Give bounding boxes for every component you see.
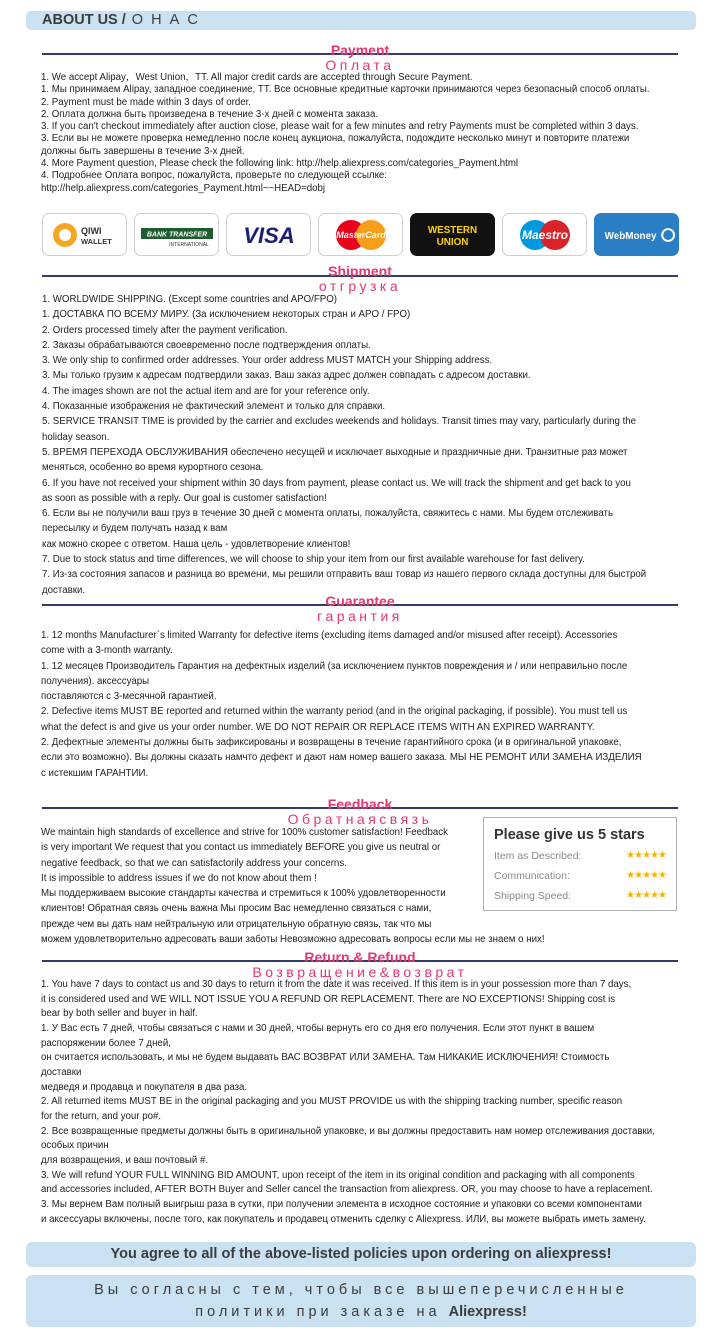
text-line: and accessories included, AFTER BOTH Buyer and Seller cancel the transaction from aliexpress. OR, you may choose to have a replacement.: [41, 1184, 653, 1196]
text-line: what the defect is and give us your order number. WE DO NOT REPAIR OR REPLACE ITEMS WITH AN EXPIRED WARRANTY.: [41, 721, 595, 733]
svg-text:QIWI: QIWI: [80, 225, 101, 236]
shipment-heading: [40, 264, 680, 293]
text-line: 2. Defective items MUST BE reported and returned within the warranty period (and in the original packaging, if possible). You must tell us: [41, 706, 628, 718]
text-line: 2. Orders processed timely after the payment verification.: [42, 324, 288, 336]
text-line: клиентов! Обратная связь очень важна Мы просим Вас немедленно связаться с нами,: [41, 903, 432, 915]
text-line: медведя и продавца и покупателя в два раза.: [41, 1081, 248, 1093]
text-line: holiday season.: [42, 431, 110, 443]
text-line: 2. Оплата должна быть произведена в течение 3-х дней с момента заказа.: [41, 108, 379, 120]
text-line: он считается использовать, и мы не будем выдавать ВАС ВОЗВРАТ ИЛИ ЗАМЕНА. Там НИКАКИЕ ИСКЛЮЧЕНИЯ! Стоимость: [41, 1052, 610, 1064]
rating-row: [494, 867, 666, 884]
text-line: 2. Заказы обрабатываются своевременно после подтверждения оплаты.: [42, 339, 371, 351]
text-line: 5. ВРЕМЯ ПЕРЕХОДА ОБСЛУЖИВАНИЯ обеспечено несущей и исключает выходные и праздничные дни. Транзитные раз может: [42, 446, 628, 458]
return-heading: [40, 950, 680, 979]
about-us-label: ABOUT US /: [42, 12, 126, 28]
webmoney-logo: [594, 213, 679, 256]
svg-text:WALLET: WALLET: [80, 236, 112, 246]
payment-title-ru: Оплата: [325, 57, 395, 73]
return-text: [41, 978, 655, 1227]
agree-ru-line-2: [26, 1301, 696, 1323]
rating-label: Shipping Speed:: [494, 889, 572, 902]
shipment-text: [42, 292, 646, 598]
star-rating-icon: ★★★★★: [626, 850, 666, 861]
text-line: 3. Если вы не можете проверка немедленно после конец аукциона, пожалуйста, подождите несколько минут и повторите платежи: [41, 133, 630, 145]
about-us-bar: [26, 11, 696, 30]
feedback-title: Feedback: [327, 796, 393, 812]
text-line: меняться, особенно во время курортного сезона.: [42, 462, 264, 474]
text-line: пересылку и будем получать назад к вам: [42, 523, 228, 535]
text-line: прежде чем вы дать нам нейтральную или отрицательную обратную связь, так что мы: [41, 918, 432, 930]
text-line: и аксессуары включены, после того, как покупатель и продавец отменить сделку с Aliexpress. ИЛИ, вы можете выбрать иметь замену.: [41, 1213, 646, 1225]
text-line: 4. The images shown are not the actual item and are for your reference only.: [42, 385, 370, 397]
text-line: for the return, and your po#.: [41, 1110, 162, 1122]
text-line: Мы поддерживаем высокие стандарты качества и стремиться к 100% удовлетворенности: [41, 888, 446, 900]
text-line: 2. All returned items MUST BE in the original packaging and you MUST PROVIDE us with the shipping tracking number, specific reason: [41, 1096, 623, 1108]
text-line: особых причин: [41, 1140, 109, 1152]
text-line: 1. You have 7 days to contact us and 30 days to return it from the date it was received. If this item is in your possession more than 7 days,: [41, 979, 632, 990]
text-line: 3. If you can't checkout immediately after auction close, please wait for a few minutes and retry Payments must be completed within 3 days.: [41, 121, 639, 133]
agree-ru-line-1: Вы согласны с тем, чтобы все вышеперечисленные: [94, 1282, 628, 1298]
svg-text:WebMoney: WebMoney: [604, 230, 657, 242]
text-line: с истекшим ГАРАНТИИ.: [41, 767, 149, 779]
payment-text: [41, 72, 650, 195]
qiwi-wallet-logo: [42, 213, 127, 256]
text-line: It is impossible to address issues if we do not know about them !: [41, 872, 317, 884]
star-rating-icon: ★★★★★: [626, 890, 666, 901]
payment-logos: [42, 213, 678, 257]
svg-text:Maestro: Maestro: [521, 227, 568, 242]
text-line: 1. 12 months Manufacturer`s limited Warranty for defective items (excluding items damaged and/or misused after receipt). Accessories: [41, 630, 618, 641]
text-line: 1. ДОСТАВКА ПО ВСЕМУ МИРУ. (За исключением некоторых стран и APO / FPO): [42, 309, 411, 321]
text-line: 1. Мы принимаем Alipay, западное соединение, TT. Все основные кредитные карточки принимаются через безопасный способ оплаты.: [41, 84, 650, 96]
text-line: 4. More Payment question, Please check the following link: http://help.aliexpress.com/categories_Payment.html: [41, 158, 519, 170]
text-line: We maintain high standards of excellence and strive for 100% customer satisfaction! Feedback: [41, 827, 448, 838]
aliexpress-brand: Aliexpress!: [448, 1304, 527, 1320]
guarantee-title-ru: гарантия: [317, 608, 403, 624]
text-line: 2. Дефектные элементы должны быть зафиксированы и возвращены в течение гарантийного срока (и в оригинальной упаковке,: [41, 737, 622, 749]
text-line: come with a 3-month warranty.: [41, 645, 173, 657]
svg-text:BANK TRANSFER: BANK TRANSFER: [146, 231, 207, 238]
svg-text:INTERNATIONAL: INTERNATIONAL: [168, 241, 209, 248]
text-line: 7. Из-за состояния запасов и разница во времени, мы решили отправить ваш товар из нашего первого склада доступны для быстрой: [42, 569, 647, 581]
shipment-title: Shipment: [328, 263, 392, 279]
text-line: 4. Подробнее Оплата вопрос, пожалуйста, проверьте по следующей ссылке:: [41, 170, 388, 182]
text-line: 1. У Вас есть 7 дней, чтобы связаться с нами и 30 дней, чтобы вернуть его со дня его получения. Если этот пункт в вашем: [41, 1022, 595, 1034]
text-line: распоряжении более 7 дней,: [41, 1037, 171, 1049]
text-line: 1. 12 месяцев Производитель Гарантия на дефектных изделий (за исключением пунктов повреждения и / или неправильно после: [41, 660, 628, 672]
agree-ru-line-2-text: политики при заказе на: [195, 1304, 449, 1320]
text-line: можем удовлетворительно адресовать ваши заботы Невозможно адресовать вопросы если мы не знаем о них!: [41, 934, 545, 946]
text-line: 3. We will refund YOUR FULL WINNING BID AMOUNT, upon receipt of the item in its original condition and packaging with all components: [41, 1169, 635, 1181]
payment-heading: [40, 43, 680, 72]
shipment-title-ru: отгрузка: [318, 278, 402, 294]
text-line: as soon as possible with a reply. Our goal is customer satisfaction!: [42, 492, 327, 504]
text-line: 7. Due to stock status and time differences, we will choose to ship your item from our first available warehouse for fast delivery.: [42, 554, 585, 566]
five-stars-title: Please give us 5 stars: [494, 827, 645, 843]
text-line: 1. We accept Alipay，West Union，TT. All major credit cards are accepted through Secure Payment.: [41, 72, 473, 83]
svg-text:MasterCard: MasterCard: [335, 229, 386, 240]
guarantee-text: [41, 628, 642, 781]
visa-logo: [226, 213, 311, 256]
svg-text:VISA: VISA: [242, 222, 295, 248]
text-line: 6. If you have not received your shipment within 30 days from payment, please contact us. We will track the shipment and get back to you: [42, 477, 631, 489]
text-line: доставки: [41, 1066, 82, 1078]
mastercard-logo: [318, 213, 403, 256]
text-line: 3. Мы вернем Вам полный выигрыш раза в сутки, при получении элемента в исходное состояние и упаковки со всеми компонентами: [41, 1198, 642, 1210]
guarantee-title: Guarantee: [325, 593, 395, 609]
return-title: Return & Refund: [304, 949, 416, 965]
rating-label: Item as Described:: [494, 849, 582, 862]
five-stars-box: [483, 817, 677, 911]
text-line: 3. Мы только грузим к адресам подтвердили заказ. Ваш заказ адрес должен совпадать с адресом доставки.: [42, 370, 531, 382]
maestro-logo: [502, 213, 587, 256]
text-line: http://help.aliexpress.com/categories_Payment.html~~HEAD=dobj: [41, 182, 326, 194]
text-line: получения). аксессуары: [41, 675, 150, 687]
text-line: 5. SERVICE TRANSIT TIME is provided by the carrier and excludes weekends and holidays. Transit times may vary, particularly during the: [42, 416, 637, 428]
payment-title: Payment: [330, 42, 390, 58]
svg-text:UNION: UNION: [436, 236, 469, 248]
text-line: поставляются с 3-месячной гарантией.: [41, 691, 217, 703]
text-line: доставки.: [42, 584, 86, 596]
svg-text:WESTERN: WESTERN: [427, 224, 478, 236]
text-line: для возвращения, и ваш почтовый #.: [41, 1154, 209, 1166]
feedback-text: [41, 825, 545, 947]
text-line: 3. We only ship to confirmed order addresses. Your order address MUST MATCH your Shipping address.: [42, 355, 493, 367]
guarantee-heading: [40, 594, 680, 623]
text-line: как можно скорее с ответом. Наша цель - удовлетворение клиентов!: [42, 538, 351, 550]
text-line: 2. Payment must be made within 3 days of order.: [41, 96, 252, 108]
text-line: 6. Если вы не получили ваш груз в течение 30 дней с момента оплаты, пожалуйста, свяжитесь с нами. Мы будем отслеживать: [42, 508, 613, 520]
text-line: negative feedback, so that we can satisfactorily address your concerns.: [41, 857, 347, 869]
text-line: должны быть завершены в течение 3-х дней.: [41, 145, 245, 157]
text-line: 4. Показанные изображения не фактический элемент и только для справки.: [42, 401, 386, 413]
rating-row: [494, 847, 666, 864]
rating-label: Communication:: [494, 869, 570, 882]
bank-transfer-logo: [134, 213, 219, 256]
return-title-ru: Возвращение&возврат: [252, 964, 468, 980]
text-line: 2. Все возвращенные предметы должны быть в оригинальной упаковке, и вы должны предоставить нам номер отслеживания доставки,: [41, 1125, 655, 1137]
agree-banner-ru: [26, 1275, 696, 1327]
text-line: 1. WORLDWIDE SHIPPING. (Except some countries and APO/FPO): [42, 294, 338, 305]
text-line: bear by both seller and buyer in half.: [41, 1008, 198, 1020]
text-line: is very important We request that you contact us immediately BEFORE you give us neutral or: [41, 842, 441, 854]
western-union-logo: [410, 213, 495, 256]
agree-banner: You agree to all of the above-listed policies upon ordering on aliexpress!: [26, 1242, 696, 1267]
rating-row: [494, 887, 666, 904]
text-line: если это возможно). Вы должны сказать намчто дефект и дают нам номер вашего заказа. МЫ НЕ РЕМОНТ ИЛИ ЗАМЕНА ИЗДЕЛИЯ: [41, 752, 642, 764]
about-us-label-ru: О Н А С: [125, 12, 200, 28]
feedback-title-ru: Обратнаясвязь: [287, 811, 433, 827]
text-line: it is considered used and WE WILL NOT ISSUE YOU A REFUND OR REPLACEMENT. There are NO EXCEPTIONS! Shipping cost is: [41, 993, 616, 1005]
star-rating-icon: ★★★★★: [626, 870, 666, 881]
